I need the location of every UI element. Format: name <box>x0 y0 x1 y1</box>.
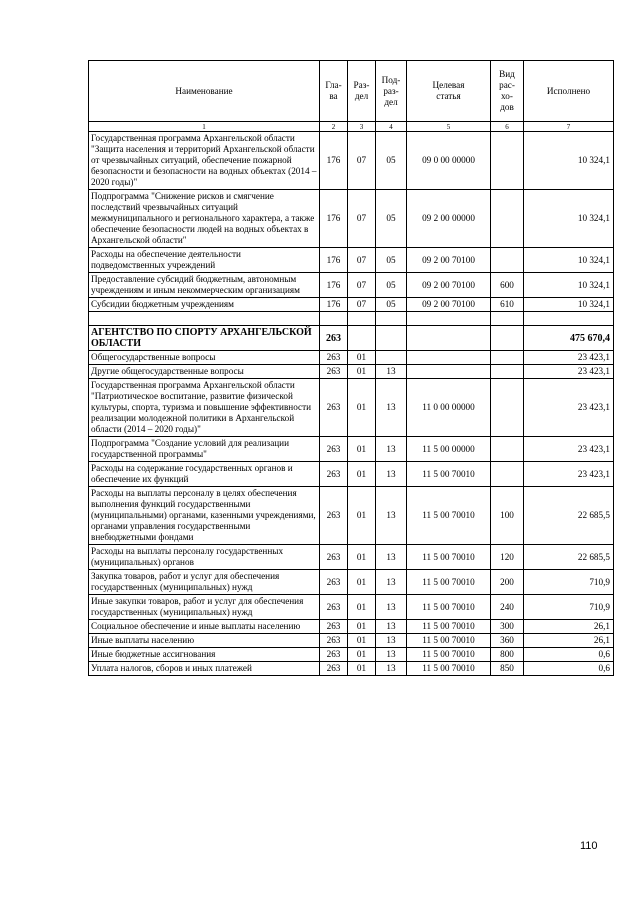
row-chapter: 263 <box>320 662 348 676</box>
row-subsection: 13 <box>376 634 407 648</box>
row-section: 07 <box>348 273 376 298</box>
row-name: Иные бюджетные ассигнования <box>89 648 320 662</box>
row-type: 850 <box>491 662 524 676</box>
row-value: 710,9 <box>524 595 614 620</box>
table-row <box>89 273 614 298</box>
row-target: 11 5 00 70010 <box>407 462 491 487</box>
row-subsection: 13 <box>376 365 407 379</box>
row-target: 11 5 00 70010 <box>407 570 491 595</box>
row-section: 01 <box>348 634 376 648</box>
row-section: 01 <box>348 620 376 634</box>
row-target: 11 5 00 70010 <box>407 595 491 620</box>
budget-table <box>88 60 614 676</box>
row-type <box>491 379 524 437</box>
row-chapter: 263 <box>320 634 348 648</box>
row-chapter: 176 <box>320 248 348 273</box>
row-name: Предоставление субсидий бюджетным, автономным учреждениям и иным некоммерческим организациям <box>89 273 320 298</box>
header-row <box>89 61 614 122</box>
row-value: 10 324,1 <box>524 273 614 298</box>
row-chapter: 263 <box>320 437 348 462</box>
table-row <box>89 248 614 273</box>
row-name: Уплата налогов, сборов и иных платежей <box>89 662 320 676</box>
row-value: 23 423,1 <box>524 462 614 487</box>
col-subsection-header: Под- раз- дел <box>376 61 407 122</box>
agency-name: АГЕНТСТВО ПО СПОРТУ АРХАНГЕЛЬСКОЙ ОБЛАСТИ <box>89 326 320 351</box>
row-target <box>407 365 491 379</box>
row-section: 01 <box>348 648 376 662</box>
row-section: 01 <box>348 570 376 595</box>
row-target: 11 5 00 70010 <box>407 634 491 648</box>
col-target-header: Целевая статья <box>407 61 491 122</box>
row-name: Субсидии бюджетным учреждениям <box>89 298 320 312</box>
row-value: 0,6 <box>524 662 614 676</box>
row-value: 10 324,1 <box>524 190 614 248</box>
index-cell: 3 <box>348 122 376 132</box>
col-name-header: Наименование <box>89 61 320 122</box>
row-target: 09 0 00 00000 <box>407 132 491 190</box>
row-type <box>491 248 524 273</box>
row-type <box>491 462 524 487</box>
row-subsection: 13 <box>376 437 407 462</box>
row-chapter: 263 <box>320 487 348 545</box>
row-section: 01 <box>348 437 376 462</box>
row-type <box>491 351 524 365</box>
col-section-header: Раз- дел <box>348 61 376 122</box>
row-value: 23 423,1 <box>524 437 614 462</box>
row-value: 22 685,5 <box>524 545 614 570</box>
table-row <box>89 132 614 190</box>
row-type <box>491 132 524 190</box>
row-name: Расходы на выплаты персоналу государственных (муниципальных) органов <box>89 545 320 570</box>
row-chapter: 263 <box>320 351 348 365</box>
col-type-header: Вид рас- хо- дов <box>491 61 524 122</box>
row-target: 09 2 00 00000 <box>407 190 491 248</box>
row-target: 11 5 00 70010 <box>407 648 491 662</box>
col-executed-header: Исполнено <box>524 61 614 122</box>
row-type <box>491 365 524 379</box>
row-value: 10 324,1 <box>524 248 614 273</box>
row-subsection: 05 <box>376 273 407 298</box>
table-row <box>89 365 614 379</box>
row-target: 09 2 00 70100 <box>407 273 491 298</box>
row-chapter: 263 <box>320 620 348 634</box>
row-type: 600 <box>491 273 524 298</box>
row-type: 100 <box>491 487 524 545</box>
row-chapter: 176 <box>320 190 348 248</box>
row-value: 710,9 <box>524 570 614 595</box>
row-subsection: 05 <box>376 132 407 190</box>
row-value: 10 324,1 <box>524 132 614 190</box>
row-name: Другие общегосударственные вопросы <box>89 365 320 379</box>
table-row <box>89 298 614 312</box>
agency-row <box>89 326 614 351</box>
row-section: 01 <box>348 365 376 379</box>
row-type: 200 <box>491 570 524 595</box>
table-row <box>89 570 614 595</box>
row-type <box>491 437 524 462</box>
row-value: 26,1 <box>524 620 614 634</box>
row-section: 07 <box>348 190 376 248</box>
row-name: Расходы на обеспечение деятельности подведомственных учреждений <box>89 248 320 273</box>
row-subsection: 13 <box>376 379 407 437</box>
table-row <box>89 437 614 462</box>
table-row <box>89 351 614 365</box>
row-chapter: 263 <box>320 365 348 379</box>
row-section: 01 <box>348 487 376 545</box>
table-row <box>89 379 614 437</box>
row-value: 23 423,1 <box>524 351 614 365</box>
row-target: 11 5 00 00000 <box>407 437 491 462</box>
row-chapter: 263 <box>320 595 348 620</box>
row-target: 09 2 00 70100 <box>407 248 491 273</box>
row-target: 09 2 00 70100 <box>407 298 491 312</box>
index-cell: 4 <box>376 122 407 132</box>
table-row <box>89 595 614 620</box>
row-subsection: 13 <box>376 570 407 595</box>
row-name: Государственная программа Архангельской области "Патриотическое воспитание, развитие физической культуры, спорта, туризма и повышение эффективности реализации молодежной политики в Архангельской области (2014 – 2020 годы)" <box>89 379 320 437</box>
row-subsection: 05 <box>376 248 407 273</box>
row-chapter: 263 <box>320 379 348 437</box>
row-subsection: 13 <box>376 462 407 487</box>
table-row <box>89 545 614 570</box>
row-name: Расходы на выплаты персоналу в целях обеспечения выполнения функций государственными (муниципальными) органами, казенными учреждениями, органами управления государственными внебюджетными фондами <box>89 487 320 545</box>
row-subsection: 05 <box>376 190 407 248</box>
index-cell: 7 <box>524 122 614 132</box>
table-row <box>89 662 614 676</box>
row-chapter: 176 <box>320 298 348 312</box>
row-subsection: 13 <box>376 595 407 620</box>
row-name: Общегосударственные вопросы <box>89 351 320 365</box>
row-subsection: 13 <box>376 620 407 634</box>
col-chapter-header: Гла- ва <box>320 61 348 122</box>
row-name: Государственная программа Архангельской области "Защита населения и территорий Архангельской области от чрезвычайных ситуаций, обеспечение пожарной безопасности и безопасности на водных объектах (2014 – 2020 годы)" <box>89 132 320 190</box>
row-chapter: 263 <box>320 545 348 570</box>
row-section: 07 <box>348 248 376 273</box>
row-section: 01 <box>348 662 376 676</box>
agency-chapter: 263 <box>320 326 348 351</box>
row-type: 300 <box>491 620 524 634</box>
table-row <box>89 634 614 648</box>
row-value: 10 324,1 <box>524 298 614 312</box>
row-section: 01 <box>348 351 376 365</box>
row-target: 11 5 00 70010 <box>407 545 491 570</box>
row-section: 01 <box>348 545 376 570</box>
row-target: 11 5 00 70010 <box>407 662 491 676</box>
row-value: 23 423,1 <box>524 379 614 437</box>
row-name: Подпрограмма "Снижение рисков и смягчение последствий чрезвычайных ситуаций межмуниципального и регионального характера, а также обеспечение безопасности людей на водных объектах в Архангельской области" <box>89 190 320 248</box>
column-index-row <box>89 122 614 132</box>
row-name: Социальное обеспечение и иные выплаты населению <box>89 620 320 634</box>
row-name: Закупка товаров, работ и услуг для обеспечения государственных (муниципальных) нужд <box>89 570 320 595</box>
row-name: Иные выплаты населению <box>89 634 320 648</box>
row-name: Иные закупки товаров, работ и услуг для обеспечения государственных (муниципальных) нужд <box>89 595 320 620</box>
table-row <box>89 462 614 487</box>
row-value: 0,6 <box>524 648 614 662</box>
row-section: 01 <box>348 379 376 437</box>
index-cell: 5 <box>407 122 491 132</box>
table-row <box>89 487 614 545</box>
row-section: 07 <box>348 298 376 312</box>
row-subsection: 13 <box>376 487 407 545</box>
row-chapter: 263 <box>320 570 348 595</box>
page-number: 110 <box>580 840 598 852</box>
row-name: Подпрограмма "Создание условий для реализации государственной программы" <box>89 437 320 462</box>
row-section: 07 <box>348 132 376 190</box>
index-cell: 6 <box>491 122 524 132</box>
row-value: 22 685,5 <box>524 487 614 545</box>
row-target <box>407 351 491 365</box>
row-type: 800 <box>491 648 524 662</box>
row-subsection: 13 <box>376 662 407 676</box>
row-name: Расходы на содержание государственных органов и обеспечение их функций <box>89 462 320 487</box>
row-type: 120 <box>491 545 524 570</box>
row-section: 01 <box>348 595 376 620</box>
table-row <box>89 190 614 248</box>
row-type <box>491 190 524 248</box>
row-chapter: 176 <box>320 132 348 190</box>
row-target: 11 0 00 00000 <box>407 379 491 437</box>
row-chapter: 176 <box>320 273 348 298</box>
row-subsection: 13 <box>376 648 407 662</box>
row-type: 360 <box>491 634 524 648</box>
row-section: 01 <box>348 462 376 487</box>
row-type: 240 <box>491 595 524 620</box>
row-subsection <box>376 351 407 365</box>
row-chapter: 263 <box>320 462 348 487</box>
row-chapter: 263 <box>320 648 348 662</box>
row-target: 11 5 00 70010 <box>407 487 491 545</box>
row-target: 11 5 00 70010 <box>407 620 491 634</box>
row-type: 610 <box>491 298 524 312</box>
row-value: 26,1 <box>524 634 614 648</box>
table-row <box>89 648 614 662</box>
spacer-row <box>89 312 614 326</box>
agency-total: 475 670,4 <box>524 326 614 351</box>
index-cell: 1 <box>89 122 320 132</box>
row-value: 23 423,1 <box>524 365 614 379</box>
table-row <box>89 620 614 634</box>
index-cell: 2 <box>320 122 348 132</box>
row-subsection: 05 <box>376 298 407 312</box>
row-subsection: 13 <box>376 545 407 570</box>
